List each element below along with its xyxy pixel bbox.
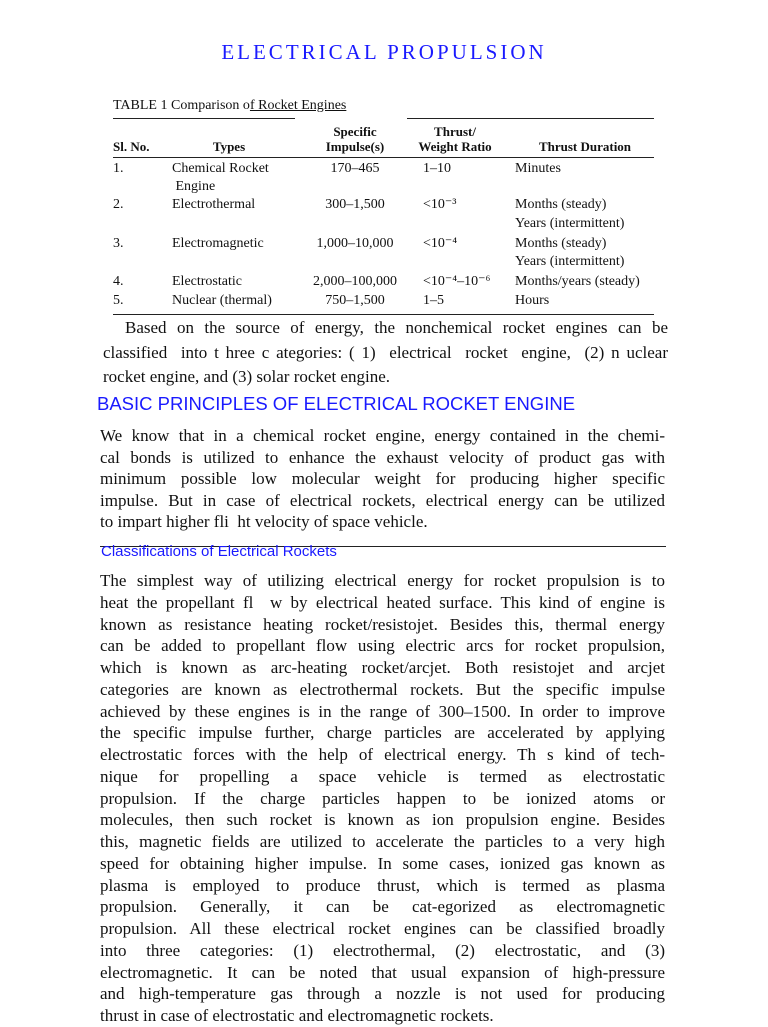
paragraph-line: the specific impulse further, charge particles are accelerated by applying [100,723,665,743]
table-cell-isp: 300–1,500 [325,197,385,212]
section-heading: BASIC PRINCIPLES OF ELECTRICAL ROCKET ENGINE [97,393,576,414]
table-cell-type: Electromagnetic [172,236,264,251]
table-cell-no: 5. [113,293,124,308]
paragraph-line: classified into t hree c ategories: ( 1) electrical rocket engine, (2) n uclear [103,342,668,362]
header-tw-line1: Thrust/ [434,124,476,139]
table-cell-type-cont: Engine [172,179,216,194]
paragraph-line: and high-temperature gas through a nozzle is not used for producing [100,984,665,1004]
header-isp-line1: Specific [333,124,377,139]
table-header-rule [113,157,654,158]
table-cell-duration-cont: Years (intermittent) [515,254,625,269]
table-cell-isp: 170–465 [330,161,380,176]
paragraph-line: nique for propelling a space vehicle is termed as electrostatic [100,766,665,786]
table-caption-underlined: f Rocket Engines [249,98,347,113]
paragraph-line: plasma is employed to produce thrust, which is termed as plasma [100,875,665,895]
paragraph-line: Based on the source of energy, the nonchemical rocket engines can be [125,318,668,337]
subsection-heading: Classifications of Electrical Rockets [101,543,337,560]
table-cell-no: 2. [113,197,124,212]
paragraph-line: categories are known as electrothermal rockets. But the specific impulse [100,679,665,699]
table-cell-tw: <10⁻³ [423,197,457,212]
table-cell-type: Nuclear (thermal) [172,293,272,308]
paragraph-line: The simplest way of utilizing electrical energy for rocket propulsion is to [100,571,665,590]
paragraph-line: propulsion. Generally, it can be cat-egorized as electromagnetic [100,897,665,917]
table-cell-duration: Months (steady) [515,197,607,212]
header-tw-line2: Weight Ratio [418,139,492,154]
paragraph-line: to impart higher fli ht velocity of space vehicle. [100,512,428,532]
table-cell-duration: Months (steady) [515,236,607,251]
header-types: Types [212,139,246,154]
table-cell-tw: <10⁻⁴ [423,236,458,251]
paragraph-line: known as resistance heating rocket/resistojet. Besides this, thermal energy [100,614,665,634]
table-cell-no: 3. [113,236,124,251]
table-caption-prefix: TABLE 1 Comparison o [113,98,250,113]
classifications-paragraph [100,570,665,1027]
basic-principles-paragraph [100,425,665,533]
table-cell-duration: Months/years (steady) [515,274,640,289]
paragraph-line: heat the propellant fl w by electrical heated surface. This kind of engine is [100,592,665,612]
paragraph-line: minimum possible low molecular weight for producing higher specific [100,469,665,489]
paragraph-line: which is known as arc-heating rocket/arcjet. Both resistojet and arcjet [100,658,665,677]
paragraph-line: We know that in a chemical rocket engine, energy contained in the chemi- [100,426,665,445]
header-duration: Thrust Duration [538,139,632,154]
table-cell-tw: 1–10 [423,161,451,176]
table-cell-duration-cont: Years (intermittent) [515,216,625,231]
table-cell-duration: Minutes [515,161,561,176]
paragraph-line: molecules, then such rocket is known as ion propulsion engine. Besides [100,810,665,830]
table-cell-isp: 2,000–100,000 [313,274,397,289]
table-cell-tw: 1–5 [423,293,444,308]
table-caption [113,98,346,114]
page-title: ELECTRICAL PROPULSION [221,40,547,64]
table-cell-no: 4. [113,274,124,289]
paragraph-line: thrust in case of electrostatic and electromagnetic rockets. [100,1006,494,1025]
table-cell-type: Chemical Rocket [172,161,269,176]
paragraph-line: electromagnetic. It can be noted that usual expansion of high-pressure [100,962,665,982]
header-sl-no: Sl. No. [113,139,150,154]
table-cell-type: Electrostatic [172,274,242,289]
table-cell-tw: <10⁻⁴–10⁻⁶ [423,274,491,289]
table-cell-isp: 1,000–10,000 [316,236,394,251]
paragraph-line: this, magnetic fields are utilized to accelerate the particles to a very high [100,832,665,851]
table-top-rule-right [407,118,654,119]
table-cell-duration: Hours [515,293,550,308]
table-bottom-rule [113,314,654,315]
paragraph-line: propulsion. If the charge particles happen to be ionized atoms or [100,788,665,808]
paragraph-line: electrostatic forces with the help of electrical energy. Th s kind of tech- [100,745,665,764]
table-cell-isp: 750–1,500 [325,293,385,308]
paragraph-line: propulsion. All these electrical rocket engines can be classified broadly [100,919,665,938]
paragraph-line: impulse. But in case of electrical rockets, electrical energy can be utilized [100,490,665,510]
paragraph-line: rocket engine, and (3) solar rocket engine. [103,367,390,386]
paragraph-line: can be added to propellant flow using electric arcs for rocket propulsion, [100,636,665,656]
table-cell-no: 1. [113,161,124,176]
table-top-rule-left [113,118,295,119]
paragraph-line: speed for obtaining higher impulse. In some cases, ionized gas known as [100,853,665,873]
paragraph-line: into three categories: (1) electrothermal, (2) electrostatic, and (3) [100,940,665,960]
paragraph-line: cal bonds is utilized to enhance the exhaust velocity of product gas with [100,447,665,467]
header-isp-line2: Impulse(s) [325,139,385,154]
table-cell-type: Electrothermal [172,197,256,212]
intro-paragraph [103,316,668,390]
paragraph-line: achieved by these engines is in the range of 300–1500. In order to improve [100,701,665,721]
